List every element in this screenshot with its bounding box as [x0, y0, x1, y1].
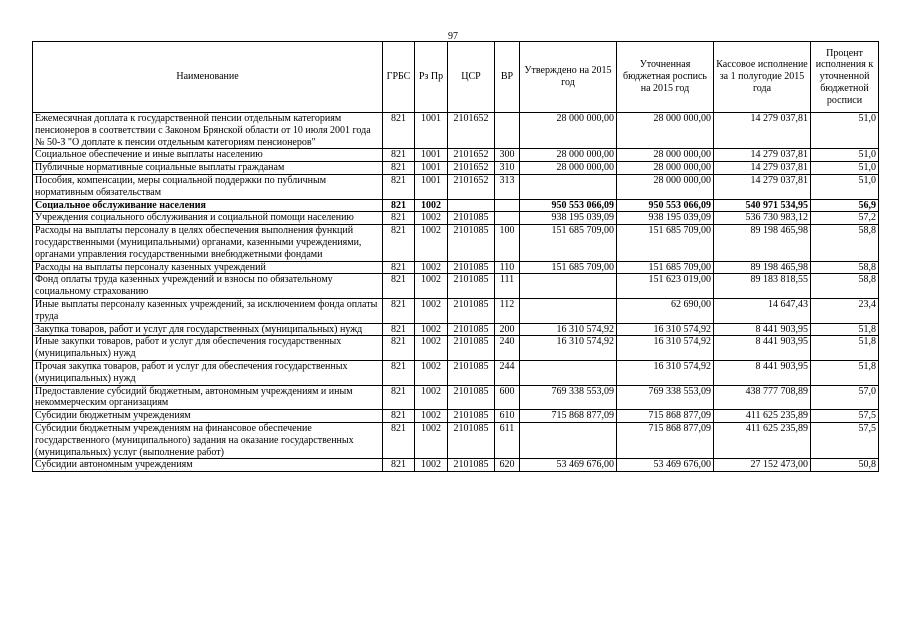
header-cash: Кассовое исполнение за 1 полугодие 2015 года [714, 42, 811, 113]
cell-cash: 89 183 818,55 [714, 274, 811, 299]
cell-name: Публичные нормативные социальные выплаты гражданам [33, 162, 383, 175]
cell-vr: 110 [495, 261, 520, 274]
cell-percent: 58,8 [811, 261, 879, 274]
cell-name: Ежемесячная доплата к государственной пенсии отдельным категориям пенсионеров в соответствии с Законом Брянской области от 10 июля 2001 года № 50-З "О доплате к пенсии отдельным категориям пенсионеров" [33, 113, 383, 149]
cell-cash: 27 152 473,00 [714, 459, 811, 472]
cell-csr: 2101085 [448, 323, 495, 336]
cell-vr: 100 [495, 225, 520, 261]
cell-csr: 2101085 [448, 360, 495, 385]
header-rzpr: Рз Пр [415, 42, 448, 113]
cell-rzpr: 1001 [415, 162, 448, 175]
cell-refined: 151 685 709,00 [617, 261, 714, 274]
cell-percent: 51,8 [811, 336, 879, 361]
cell-grbs: 821 [383, 212, 415, 225]
cell-vr: 611 [495, 422, 520, 458]
table-row [33, 298, 879, 323]
cell-cash: 89 198 465,98 [714, 225, 811, 261]
cell-grbs: 821 [383, 323, 415, 336]
header-csr: ЦСР [448, 42, 495, 113]
cell-name: Расходы на выплаты персоналу в целях обеспечения выполнения функций государственными (муниципальными) органами, казенными учреждениями, органами управления государственными внебюджетными фондами [33, 225, 383, 261]
cell-approved [520, 274, 617, 299]
cell-percent: 51,0 [811, 149, 879, 162]
cell-rzpr: 1002 [415, 199, 448, 212]
cell-csr: 2101652 [448, 113, 495, 149]
cell-grbs: 821 [383, 459, 415, 472]
cell-vr: 310 [495, 162, 520, 175]
cell-cash: 536 730 983,12 [714, 212, 811, 225]
cell-rzpr: 1002 [415, 225, 448, 261]
cell-cash: 14 279 037,81 [714, 162, 811, 175]
cell-grbs: 821 [383, 422, 415, 458]
cell-rzpr: 1002 [415, 323, 448, 336]
cell-rzpr: 1002 [415, 422, 448, 458]
cell-rzpr: 1002 [415, 336, 448, 361]
cell-refined: 28 000 000,00 [617, 113, 714, 149]
cell-cash: 8 441 903,95 [714, 323, 811, 336]
cell-approved: 16 310 574,92 [520, 323, 617, 336]
cell-approved: 151 685 709,00 [520, 261, 617, 274]
cell-rzpr: 1001 [415, 174, 448, 199]
cell-refined: 715 868 877,09 [617, 422, 714, 458]
table-row [33, 225, 879, 261]
cell-percent: 51,8 [811, 323, 879, 336]
cell-name: Фонд оплаты труда казенных учреждений и взносы по обязательному социальному страхованию [33, 274, 383, 299]
table-row [33, 113, 879, 149]
cell-name: Субсидии бюджетным учреждениям [33, 410, 383, 423]
cell-rzpr: 1002 [415, 261, 448, 274]
table-row [33, 199, 879, 212]
cell-approved: 151 685 709,00 [520, 225, 617, 261]
cell-vr: 244 [495, 360, 520, 385]
cell-vr: 620 [495, 459, 520, 472]
cell-rzpr: 1002 [415, 274, 448, 299]
cell-grbs: 821 [383, 149, 415, 162]
cell-cash: 411 625 235,89 [714, 422, 811, 458]
cell-vr: 610 [495, 410, 520, 423]
cell-grbs: 821 [383, 385, 415, 410]
cell-refined: 53 469 676,00 [617, 459, 714, 472]
table-row [33, 323, 879, 336]
table-row [33, 174, 879, 199]
cell-percent: 58,8 [811, 225, 879, 261]
cell-vr: 600 [495, 385, 520, 410]
cell-vr [495, 212, 520, 225]
cell-vr [495, 113, 520, 149]
cell-name: Закупка товаров, работ и услуг для государственных (муниципальных) нужд [33, 323, 383, 336]
cell-percent: 56,9 [811, 199, 879, 212]
cell-vr: 111 [495, 274, 520, 299]
cell-cash: 14 279 037,81 [714, 174, 811, 199]
cell-name: Иные закупки товаров, работ и услуг для обеспечения государственных (муниципальных) нужд [33, 336, 383, 361]
cell-grbs: 821 [383, 199, 415, 212]
cell-refined: 16 310 574,92 [617, 360, 714, 385]
cell-csr: 2101085 [448, 459, 495, 472]
cell-rzpr: 1002 [415, 212, 448, 225]
cell-grbs: 821 [383, 360, 415, 385]
table-row [33, 410, 879, 423]
cell-approved: 938 195 039,09 [520, 212, 617, 225]
header-name: Наименование [33, 42, 383, 113]
cell-cash: 89 198 465,98 [714, 261, 811, 274]
cell-approved [520, 298, 617, 323]
cell-grbs: 821 [383, 336, 415, 361]
cell-csr: 2101652 [448, 149, 495, 162]
budget-table [32, 41, 879, 472]
cell-name: Социальное обеспечение и иные выплаты населению [33, 149, 383, 162]
cell-grbs: 821 [383, 113, 415, 149]
cell-csr: 2101085 [448, 410, 495, 423]
cell-approved: 28 000 000,00 [520, 113, 617, 149]
cell-refined: 28 000 000,00 [617, 174, 714, 199]
cell-csr: 2101085 [448, 212, 495, 225]
cell-csr: 2101085 [448, 422, 495, 458]
cell-csr: 2101085 [448, 298, 495, 323]
cell-csr: 2101085 [448, 225, 495, 261]
cell-csr: 2101652 [448, 174, 495, 199]
page-number: 97 [448, 31, 458, 42]
cell-approved: 28 000 000,00 [520, 162, 617, 175]
cell-rzpr: 1001 [415, 113, 448, 149]
cell-refined: 715 868 877,09 [617, 410, 714, 423]
cell-csr: 2101085 [448, 261, 495, 274]
cell-cash: 8 441 903,95 [714, 360, 811, 385]
cell-percent: 23,4 [811, 298, 879, 323]
cell-cash: 438 777 708,89 [714, 385, 811, 410]
cell-approved [520, 174, 617, 199]
table-row [33, 212, 879, 225]
header-refined: Уточненная бюджетная роспись на 2015 год [617, 42, 714, 113]
cell-rzpr: 1002 [415, 298, 448, 323]
cell-refined: 62 690,00 [617, 298, 714, 323]
cell-cash: 14 279 037,81 [714, 113, 811, 149]
table-row [33, 274, 879, 299]
cell-csr [448, 199, 495, 212]
cell-name: Учреждения социального обслуживания и социальной помощи населению [33, 212, 383, 225]
cell-percent: 58,8 [811, 274, 879, 299]
header-approved: Утверждено на 2015 год [520, 42, 617, 113]
cell-vr: 300 [495, 149, 520, 162]
cell-cash: 411 625 235,89 [714, 410, 811, 423]
cell-percent: 57,5 [811, 422, 879, 458]
table-row [33, 422, 879, 458]
cell-csr: 2101652 [448, 162, 495, 175]
cell-percent: 51,0 [811, 113, 879, 149]
header-vr: ВР [495, 42, 520, 113]
cell-refined: 28 000 000,00 [617, 162, 714, 175]
cell-rzpr: 1002 [415, 360, 448, 385]
cell-refined: 16 310 574,92 [617, 336, 714, 361]
table-row [33, 459, 879, 472]
cell-approved: 950 553 066,09 [520, 199, 617, 212]
cell-approved [520, 360, 617, 385]
cell-cash: 14 279 037,81 [714, 149, 811, 162]
cell-csr: 2101085 [448, 274, 495, 299]
cell-approved: 53 469 676,00 [520, 459, 617, 472]
cell-approved: 16 310 574,92 [520, 336, 617, 361]
cell-csr: 2101085 [448, 385, 495, 410]
cell-name: Предоставление субсидий бюджетным, автономным учреждениям и иным некоммерческим организациям [33, 385, 383, 410]
table-row [33, 162, 879, 175]
cell-percent: 51,0 [811, 174, 879, 199]
cell-refined: 769 338 553,09 [617, 385, 714, 410]
cell-vr: 112 [495, 298, 520, 323]
cell-name: Пособия, компенсации, меры социальной поддержки по публичным нормативным обязательствам [33, 174, 383, 199]
cell-vr: 240 [495, 336, 520, 361]
cell-rzpr: 1002 [415, 459, 448, 472]
cell-refined: 151 623 019,00 [617, 274, 714, 299]
table-row [33, 360, 879, 385]
cell-percent: 51,8 [811, 360, 879, 385]
table-row [33, 261, 879, 274]
cell-vr [495, 199, 520, 212]
cell-rzpr: 1002 [415, 410, 448, 423]
header-percent: Процент исполнения к уточненной бюджетной росписи [811, 42, 879, 113]
cell-name: Субсидии автономным учреждениям [33, 459, 383, 472]
cell-refined: 16 310 574,92 [617, 323, 714, 336]
cell-cash: 14 647,43 [714, 298, 811, 323]
cell-rzpr: 1002 [415, 385, 448, 410]
cell-cash: 540 971 534,95 [714, 199, 811, 212]
cell-percent: 57,5 [811, 410, 879, 423]
cell-approved: 769 338 553,09 [520, 385, 617, 410]
cell-refined: 938 195 039,09 [617, 212, 714, 225]
cell-name: Иные выплаты персоналу казенных учреждений, за исключением фонда оплаты труда [33, 298, 383, 323]
cell-percent: 51,0 [811, 162, 879, 175]
cell-percent: 57,2 [811, 212, 879, 225]
cell-rzpr: 1001 [415, 149, 448, 162]
cell-percent: 50,8 [811, 459, 879, 472]
cell-refined: 151 685 709,00 [617, 225, 714, 261]
cell-vr: 200 [495, 323, 520, 336]
cell-grbs: 821 [383, 410, 415, 423]
table-row [33, 149, 879, 162]
cell-approved [520, 422, 617, 458]
cell-approved: 715 868 877,09 [520, 410, 617, 423]
cell-approved: 28 000 000,00 [520, 149, 617, 162]
table-row [33, 336, 879, 361]
cell-vr: 313 [495, 174, 520, 199]
cell-name: Прочая закупка товаров, работ и услуг для обеспечения государственных (муниципальных) нужд [33, 360, 383, 385]
cell-cash: 8 441 903,95 [714, 336, 811, 361]
table-header-row [33, 42, 879, 113]
cell-grbs: 821 [383, 225, 415, 261]
cell-csr: 2101085 [448, 336, 495, 361]
cell-percent: 57,0 [811, 385, 879, 410]
cell-name: Социальное обслуживание населения [33, 199, 383, 212]
header-grbs: ГРБС [383, 42, 415, 113]
table-row [33, 385, 879, 410]
cell-grbs: 821 [383, 274, 415, 299]
cell-grbs: 821 [383, 174, 415, 199]
cell-refined: 28 000 000,00 [617, 149, 714, 162]
cell-name: Расходы на выплаты персоналу казенных учреждений [33, 261, 383, 274]
cell-grbs: 821 [383, 298, 415, 323]
cell-refined: 950 553 066,09 [617, 199, 714, 212]
cell-grbs: 821 [383, 162, 415, 175]
cell-grbs: 821 [383, 261, 415, 274]
cell-name: Субсидии бюджетным учреждениям на финансовое обеспечение государственного (муниципального) задания на оказание государственных (муниципальных) услуг (выполнение работ) [33, 422, 383, 458]
